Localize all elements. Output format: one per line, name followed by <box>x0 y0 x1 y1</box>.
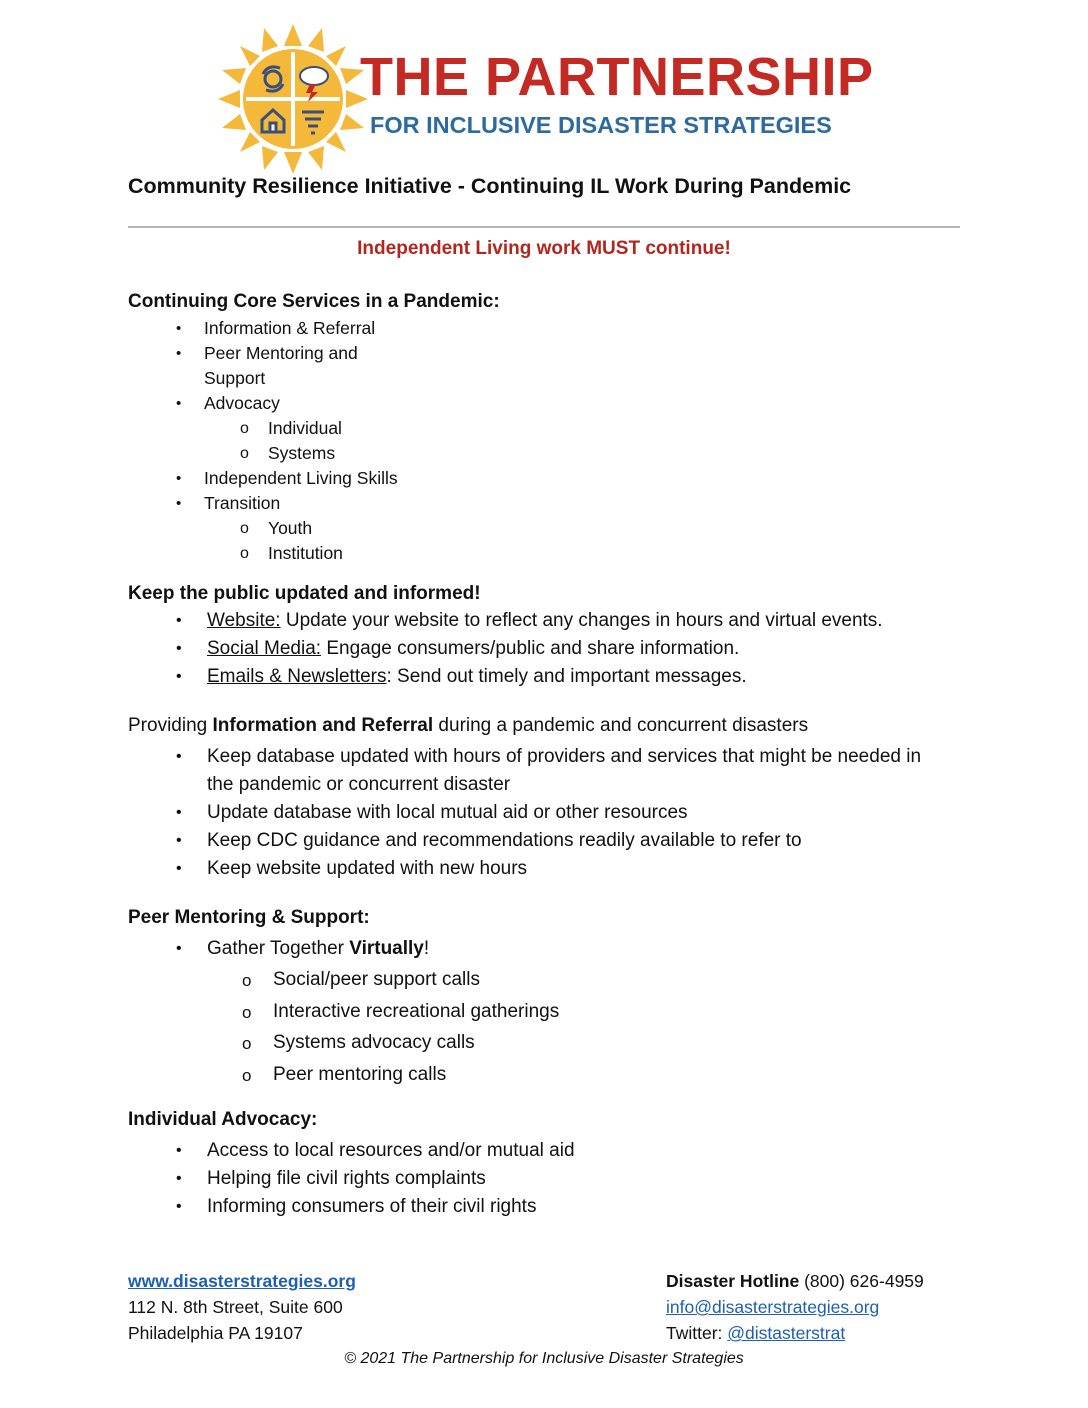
core-services-heading: Continuing Core Services in a Pandemic: <box>128 291 500 312</box>
list-item: • Transition <box>128 491 988 516</box>
twitter-line: Twitter: @distasterstrat <box>666 1323 846 1343</box>
transition-sublist <box>128 516 988 566</box>
list-item: • Access to local resources and/or mutual aid <box>128 1137 988 1165</box>
sub-list-item: o Interactive recreational gatherings <box>128 996 988 1028</box>
address-line-2: Philadelphia PA 19107 <box>128 1323 303 1343</box>
iandr-section <box>128 715 988 883</box>
core-services-section <box>128 291 988 566</box>
list-item: • Update database with local mutual aid or other resources <box>128 799 928 827</box>
sub-list-item: o Youth <box>128 516 988 541</box>
sub-list-item: o Institution <box>128 541 988 566</box>
public-list <box>128 607 988 691</box>
sub-list-item: o Systems advocacy calls <box>128 1027 988 1059</box>
sub-list-item: o Systems <box>128 441 988 466</box>
list-item: • Social Media: Engage consumers/public and share information. <box>128 635 988 663</box>
public-heading: Keep the public updated and informed! <box>128 583 481 604</box>
list-item: • Keep website updated with new hours <box>128 855 928 883</box>
address-line-1: 112 N. 8th Street, Suite 600 <box>128 1297 343 1317</box>
website-link[interactable]: www.disasterstrategies.org <box>128 1271 356 1291</box>
sub-list-item: o Social/peer support calls <box>128 964 988 996</box>
email-link[interactable]: info@disasterstrategies.org <box>666 1297 880 1317</box>
list-item: • Emails & Newsletters: Send out timely and important messages. <box>128 663 988 691</box>
peer-section <box>128 907 988 1090</box>
advocacy-section <box>128 1109 988 1221</box>
advocacy-heading: Individual Advocacy: <box>128 1109 318 1130</box>
list-item: • Website: Update your website to reflect any changes in hours and virtual events. <box>128 607 988 635</box>
list-item: • Keep database updated with hours of providers and services that might be needed in the pandemic or concurrent disaster <box>128 743 928 799</box>
list-item: • Gather Together Virtually! <box>128 935 988 963</box>
public-section <box>128 583 988 691</box>
copyright: © 2021 The Partnership for Inclusive Disaster Strategies <box>344 1350 744 1367</box>
advocacy-sublist-wrap <box>128 416 988 466</box>
sub-list-item: o Peer mentoring calls <box>128 1059 988 1091</box>
list-item: • Information & Referral <box>128 316 988 341</box>
list-item: • Informing consumers of their civil rights <box>128 1193 988 1221</box>
brand-title: THE PARTNERSHIP <box>360 47 874 107</box>
document-title: Community Resilience Initiative - Continuing IL Work During Pandemic <box>128 174 852 198</box>
advocacy-list <box>128 1137 988 1221</box>
list-item: • Keep CDC guidance and recommendations readily available to refer to <box>128 827 928 855</box>
iandr-heading: Providing Information and Referral during a pandemic and concurrent disasters <box>128 715 809 736</box>
sub-list-item: o Individual <box>128 416 988 441</box>
advocacy-sublist <box>128 416 988 466</box>
footer-left <box>128 1268 356 1346</box>
list-item: • Advocacy <box>128 391 988 416</box>
peer-sublist <box>128 964 988 1090</box>
tagline: Independent Living work MUST continue! <box>357 238 731 259</box>
transition-sublist-wrap <box>128 516 988 566</box>
partnership-logo <box>218 24 368 174</box>
core-services-list <box>128 316 988 566</box>
iandr-list <box>128 743 928 883</box>
hotline: Disaster Hotline (800) 626-4959 <box>666 1271 924 1291</box>
twitter-link[interactable]: @distasterstrat <box>727 1323 846 1343</box>
list-item: • Independent Living Skills <box>128 466 988 491</box>
divider <box>128 226 960 228</box>
list-item: • Helping file civil rights complaints <box>128 1165 988 1193</box>
peer-heading: Peer Mentoring & Support: <box>128 907 370 928</box>
list-item: • Peer Mentoring and Support <box>128 341 988 391</box>
footer-right <box>666 1268 924 1346</box>
brand-subtitle: FOR INCLUSIVE DISASTER STRATEGIES <box>370 112 832 138</box>
peer-list <box>128 935 988 963</box>
